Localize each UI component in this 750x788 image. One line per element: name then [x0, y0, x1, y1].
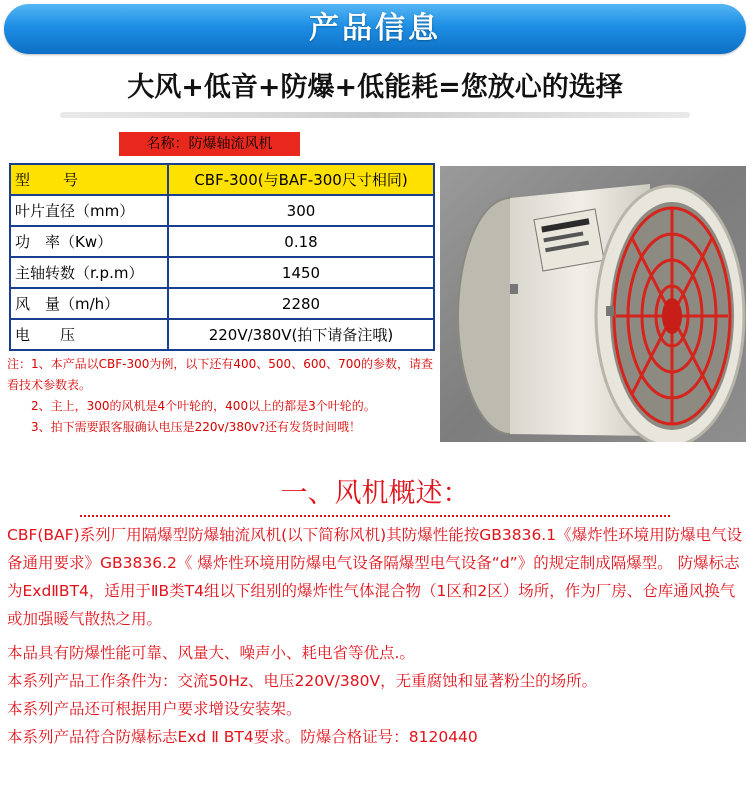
notes — [7, 354, 437, 438]
table-row — [10, 319, 434, 350]
table-row — [10, 257, 434, 288]
spec-value: 2280 — [168, 288, 434, 319]
overview-divider — [80, 515, 670, 517]
fan-illustration — [440, 166, 746, 442]
banner-title: 产品信息 — [309, 11, 441, 46]
table-row — [10, 288, 434, 319]
overview-paragraph: 本系列产品符合防爆标志Exd Ⅱ BT4要求。防爆合格证号：8120440 — [7, 728, 478, 746]
overview-title: 一、风机概述： — [280, 478, 470, 509]
spec-key: 主轴转数（r.p.m） — [10, 257, 168, 288]
spec-key: 功 率（Kw） — [10, 226, 168, 257]
slogan: 大风+低音+防爆+低能耗=您放心的选择 — [127, 72, 623, 103]
table-row — [10, 164, 434, 195]
header-banner — [0, 0, 750, 60]
spec-value: 300 — [168, 195, 434, 226]
spec-value: CBF-300(与BAF-300尺寸相同) — [168, 164, 434, 195]
note-3: 3、拍下需要跟客服确认电压是220v/380v?还有发货时间哦！ — [31, 420, 362, 434]
spec-value: 0.18 — [168, 226, 434, 257]
fan-photo — [440, 166, 746, 442]
overview-paragraph: 本系列产品工作条件为：交流50Hz、电压220V/380V，无重腐蚀和显著粉尘的场所。 — [7, 672, 598, 690]
spec-value: 1450 — [168, 257, 434, 288]
overview-paragraph: 本品具有防爆性能可靠、风量大、噪声小、耗电省等优点.。 — [7, 644, 415, 662]
spec-key: 叶片直径（mm） — [10, 195, 168, 226]
slogan-divider — [60, 112, 690, 118]
note-2: 2、主上，300的风机是4个叶轮的，400以上的都是3个叶轮的。 — [31, 399, 376, 413]
spec-key: 电 压 — [10, 319, 168, 350]
table-row — [10, 195, 434, 226]
spec-table — [9, 163, 435, 351]
overview-body — [7, 521, 747, 751]
spec-value: 220V/380V(拍下请备注哦) — [168, 319, 434, 350]
overview-paragraph: CBF(BAF)系列厂用隔爆型防爆轴流风机(以下简称风机)其防爆性能按GB3836.1《爆炸性环境用防爆电气设备通用要求》GB3836.2《 爆炸性环境用防爆电气设备隔爆型电气设备“d”》的规定制成隔爆型。 防爆标志为ExdⅡBT4，适用于ⅡB类T4组以下组别的爆炸性气体混合物（1区和2区）场所，作为厂房、仓库通风换气或加强暖气散热之用。 — [7, 526, 743, 628]
product-name-label: 名称：防爆轴流风机 — [119, 132, 300, 156]
spec-key: 风 量（m/h） — [10, 288, 168, 319]
overview-paragraph: 本系列产品还可根据用户要求增设安装架。 — [7, 700, 302, 718]
spec-key: 型 号 — [10, 164, 168, 195]
note-1: 注：1、本产品以CBF-300为例，以下还有400、500、600、700的参数，请查看技术参数表。 — [7, 357, 434, 392]
table-row — [10, 226, 434, 257]
